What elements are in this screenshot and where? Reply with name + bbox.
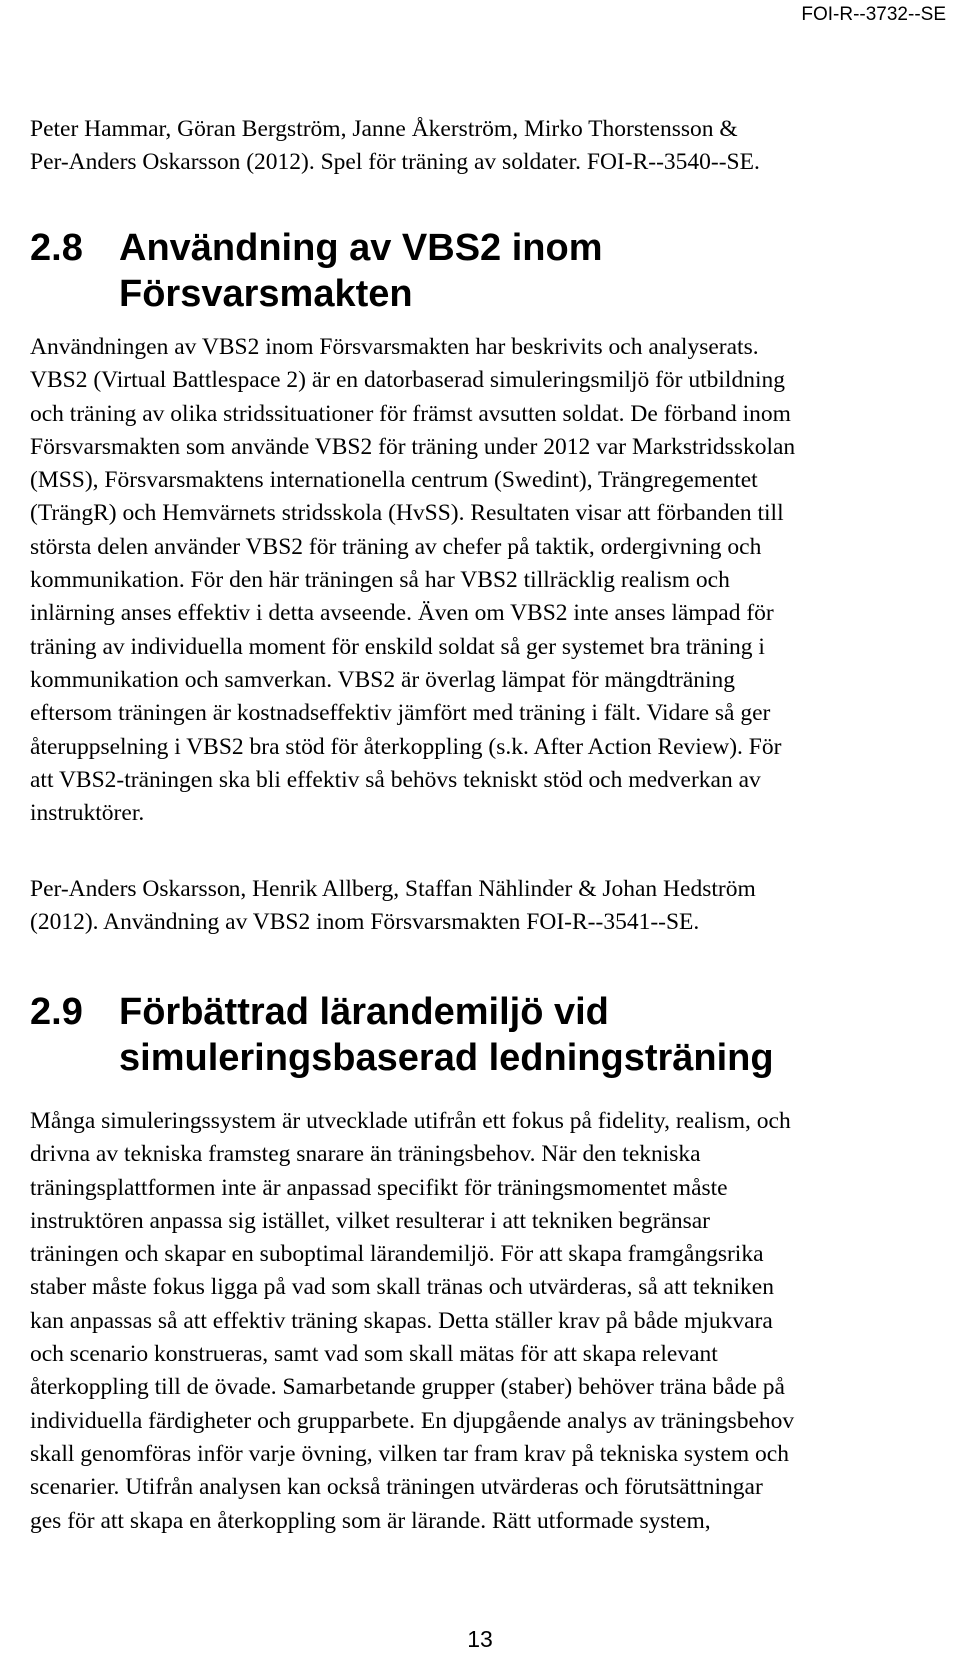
text-line: (2012). Användning av VBS2 inom Försvarsmakten FOI-R--3541--SE. (30, 909, 700, 936)
text-line: drivna av tekniska framsteg snarare än träningsbehov. När den tekniska (30, 1141, 701, 1168)
section-number: 2.9 (30, 991, 83, 1033)
text-line: träningsplattformen inte är anpassad specifikt för träningsmomentet måste (30, 1174, 728, 1201)
text-line: ges för att skapa en återkoppling som är lärande. Rätt utformade system, (30, 1507, 711, 1534)
section-title-line-2: simuleringsbaserad ledningsträning (119, 1037, 774, 1079)
text-line: instruktörer. (30, 800, 145, 827)
text-line: träningen och skapar en suboptimal lärandemiljö. För att skapa framgångsrika (30, 1241, 764, 1268)
text-line: Per-Anders Oskarsson, Henrik Allberg, Staffan Nählinder & Johan Hedström (30, 876, 756, 902)
text-line: Per-Anders Oskarsson (2012). Spel för träning av soldater. FOI-R--3540--SE. (30, 149, 760, 176)
text-line: och scenario konstrueras, samt vad som skall mätas för att skapa relevant (30, 1341, 718, 1368)
text-line: skall genomföras inför varje övning, vilken tar fram krav på tekniska system och (30, 1440, 789, 1467)
text-line: instruktören anpassa sig istället, vilket resulterar i att tekniken begränsar (30, 1207, 710, 1234)
paragraph-vbs2-usage (30, 331, 955, 830)
text-line: träning av individuella moment för enskild soldat så ger systemet bra träning i (30, 633, 765, 660)
reference-oskarsson-2012 (30, 873, 955, 940)
text-line: eftersom träningen är kostnadseffektiv jämfört med träning i fält. Vidare så ger (30, 700, 771, 727)
text-line: återuppselning i VBS2 bra stöd för återkoppling (s.k. After Action Review). För (30, 733, 782, 760)
text-line: kommunikation. För den här träningen så har VBS2 tillräcklig realism och (30, 567, 730, 594)
text-line: Försvarsmakten som använde VBS2 för träning under 2012 var Markstridsskolan (30, 433, 796, 460)
text-line: (MSS), Försvarsmaktens internationella centrum (Swedint), Trängregementet (30, 467, 758, 494)
document-id: FOI-R--3732--SE (801, 4, 946, 25)
reference-hammar-2012 (30, 113, 955, 180)
text-line: och träning av olika stridssituationer för främst avsutten soldat. De förband inom (30, 400, 791, 427)
section-number: 2.8 (30, 227, 83, 269)
text-line: VBS2 (Virtual Battlespace 2) är en datorbaserad simuleringsmiljö för utbildning (30, 367, 785, 394)
section-heading-2-8 (30, 225, 955, 317)
text-line: största delen använder VBS2 för träning av chefer på taktik, ordergivning och (30, 533, 762, 560)
section-title-line-1: Förbättrad lärandemiljö vid (119, 991, 609, 1033)
page-number: 13 (467, 1626, 493, 1652)
text-line: kan anpassas så att effektiv träning skapas. Detta ställer krav på både mjukvara (30, 1307, 773, 1334)
text-line: inlärning anses effektiv i detta avseende. Även om VBS2 inte anses lämpad för (30, 600, 774, 627)
text-line: (TrängR) och Hemvärnets stridsskola (HvSS). Resultaten visar att förbanden till (30, 500, 784, 527)
text-line: scenarier. Utifrån analysen kan också träningen utvärderas och förutsättningar (30, 1474, 763, 1501)
text-line: kommunikation och samverkan. VBS2 är överlag lämpat för mängdträning (30, 666, 736, 693)
section-heading-2-9 (30, 989, 955, 1081)
text-line: Användningen av VBS2 inom Försvarsmakten har beskrivits och analyserats. (30, 334, 759, 360)
paragraph-learning-environment (30, 1105, 955, 1538)
text-line: Många simuleringssystem är utvecklade utifrån ett fokus på fidelity, realism, och (30, 1108, 791, 1134)
text-line: individuella färdigheter och grupparbete. En djupgående analys av träningsbehov (30, 1407, 795, 1434)
text-line: Peter Hammar, Göran Bergström, Janne Åkerström, Mirko Thorstensson & (30, 116, 738, 142)
text-line: att VBS2-träningen ska bli effektiv så behövs tekniskt stöd och medverkan av (30, 766, 761, 793)
section-title-line-2: Försvarsmakten (119, 273, 413, 315)
text-line: återkoppling till de övade. Samarbetande grupper (staber) behöver träna både på (30, 1374, 785, 1401)
text-line: staber måste fokus ligga på vad som skall tränas och utvärderas, så att tekniken (30, 1274, 774, 1301)
section-title-line-1: Användning av VBS2 inom (119, 227, 603, 269)
